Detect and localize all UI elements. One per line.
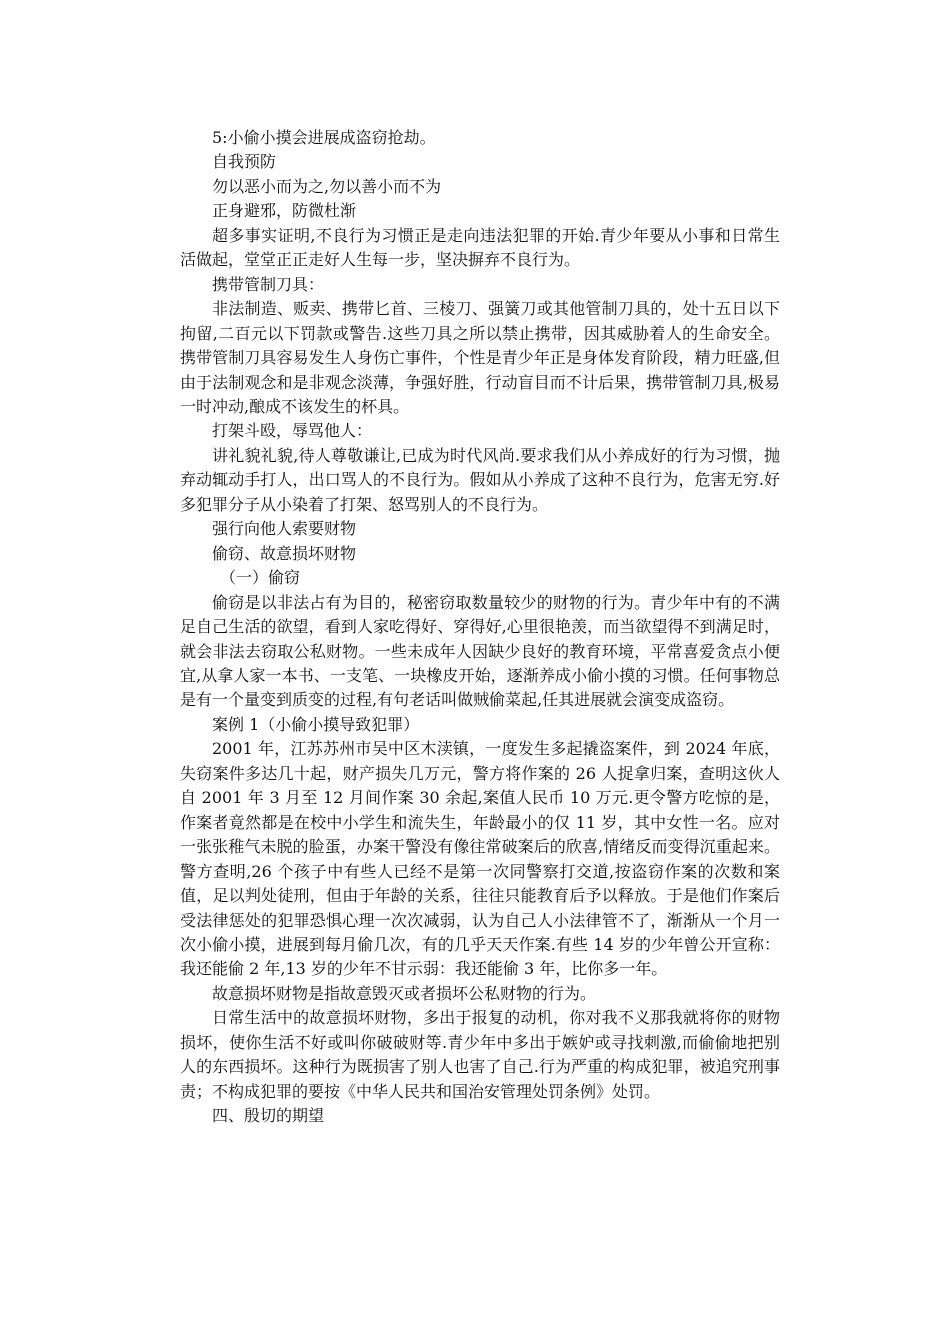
paragraph: 偷窃是以非法占有为目的，秘密窃取数量较少的财物的行为。青少年中有的不满足自己生活的欲望，看到人家吃得好、穿得好,心里很艳羡，而当欲望得不到满足时，就会非法去窃取公私财物。一些未成年人因缺少良好的教育环境，平常喜爱贪点小便宜,从拿人家一本书、一支笔、一块橡皮开始，逐渐养成小偷小摸的习惯。任何事物总是有一个量变到质变的过程,有句老话叫做贼偷菜起,任其进展就会演变成盗窃。: [180, 592, 780, 710]
subheading: （一）偷窃: [220, 568, 301, 588]
subheading: 打架斗殴，辱骂他人：: [212, 421, 373, 441]
paragraph: 故意损坏财物是指故意毁灭或者损坏公私财物的行为。: [212, 983, 597, 1003]
paragraph: 5:小偷小摸会进展成盗窃抢劫。: [212, 128, 436, 147]
motto: 勿以恶小而为之,勿以善小而不为: [212, 176, 442, 196]
subheading: 偷窃、故意损坏财物: [212, 543, 357, 563]
subheading: 强行向他人索要财物: [212, 519, 357, 539]
paragraph: 日常生活中的故意损坏财物，多出于报复的动机，你对我不义那我就将你的财物损坏，使你生活不好或叫你破破财等.青少年中多出于嫉妒或寻找刺激,而偷偷地把别人的东西损坏。这种行为既损害了别人也害了自己.行为严重的构成犯罪，被追究刑事责；不构成犯罪的要按《中华人民共和国治安管理处罚条例》处罚。: [180, 1008, 780, 1101]
subheading: 携带管制刀具：: [212, 274, 325, 294]
motto: 正身避邪，防微杜渐: [212, 201, 357, 221]
paragraph: 2001 年，江苏苏州市吴中区木渎镇，一度发生多起撬盗案件，到 2024 年底，失窃案件多达几十起，财产损失几万元，警方将作案的 26 人捉拿归案，查明这伙人自 2001 年 3 月至 12 月间作案 30 余起,案值人民币 10 万元.更令警方吃惊的是，作案者竟然都是在校中小学生和流失生，年龄最小的仅 11 岁，其中女性一名。应对一张张稚气未脱的脸蛋，办案干警没有像往常破案后的欣喜,情绪反而变得沉重起来。警方查明,26 个孩子中有些人已经不是第一次同警察打交道,按盗窃作案的次数和案值，足以判处徒刑，但由于年龄的关系，往往只能教育后予以释放。于是他们作案后受法律惩处的犯罪恐惧心理一次次减弱，认为自己人小法律管不了，渐渐从一个月一次小偷小摸，进展到每月偷几次，有的几乎天天作案.有些 14 岁的少年曾公开宣称：我还能偷 2 年,13 岁的少年不甘示弱：我还能偷 3 年，比你多一年。: [180, 739, 780, 979]
section-heading: 自我预防: [212, 152, 277, 172]
paragraph: 讲礼貌礼貌,待人尊敬谦让,已成为时代风尚.要求我们从小养成好的行为习惯，抛弃动辄动手打人，出口骂人的不良行为。假如从小养成了这种不良行为，危害无穷.好多犯罪分子从小染着了打架、怒骂别人的不良行为。: [180, 445, 780, 514]
paragraph: 非法制造、贩卖、携带匕首、三棱刀、强簧刀或其他管制刀具的，处十五日以下拘留,二百元以下罚款或警告.这些刀具之所以禁止携带，因其威胁着人的生命安全。携带管制刀具容易发生人身伤亡事件，个性是青少年正是身体发育阶段，精力旺盛,但由于法制观念和是非观念淡薄，争强好胜，行动盲目而不计后果，携带管制刀具,极易一时冲动,酿成不该发生的杯具。: [180, 299, 780, 416]
document-body: [180, 126, 780, 1129]
case-heading: 案例 1（小偷小摸导致犯罪）: [212, 714, 420, 734]
section-heading: 四、殷切的期望: [212, 1106, 325, 1126]
paragraph: 超多事实证明,不良行为习惯正是走向违法犯罪的开始.青少年要从小事和日常生活做起，堂堂正正走好人生每一步，坚决摒弃不良行为。: [180, 225, 780, 270]
